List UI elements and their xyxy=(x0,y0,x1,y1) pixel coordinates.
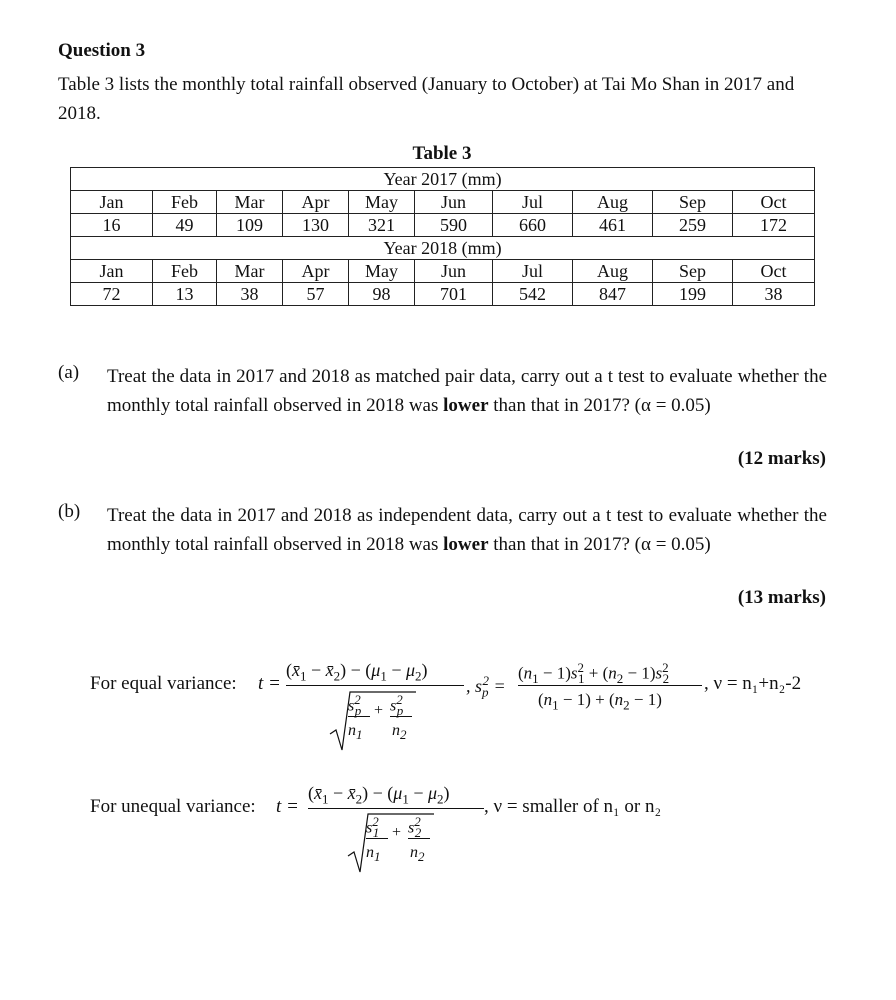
table-cell: Feb xyxy=(153,260,217,283)
question-title: Question 3 xyxy=(58,40,146,61)
table-cell: Jun xyxy=(415,191,493,214)
table-cell: 259 xyxy=(653,214,733,237)
table-cell: 701 xyxy=(415,283,493,306)
t-equals-unequal: t = xyxy=(276,796,299,817)
table-cell: Aug xyxy=(573,191,653,214)
table-cell: Jul xyxy=(493,191,573,214)
table-cell: 542 xyxy=(493,283,573,306)
year-2017-header: Year 2017 (mm) xyxy=(71,168,815,191)
part-b-text: Treat the data in 2017 and 2018 as independent data, carry out a t test to evaluate whether the monthly total rainfall observed in 2018 was lower than that in 2017? (α = 0.05) xyxy=(107,505,827,555)
table-cell: 461 xyxy=(573,214,653,237)
equal-df: , ν = n₁+n₂-2 xyxy=(704,673,802,694)
table-cell: 72 xyxy=(71,283,153,306)
part-a-label: (a) xyxy=(58,362,80,383)
equal-fraction-line xyxy=(286,685,464,686)
rainfall-table xyxy=(70,167,815,306)
table-cell: Apr xyxy=(283,260,349,283)
unequal-variance-label: For unequal variance: xyxy=(90,796,256,817)
part-a-text: Treat the data in 2017 and 2018 as matched pair data, carry out a t test to evaluate whether the monthly total rainfall observed in 2018 was lower than that in 2017? (α = 0.05) xyxy=(107,366,827,416)
t-equals: t = xyxy=(258,673,281,694)
values-row-2018 xyxy=(71,283,815,306)
sp-sq-equals: , $s_p^2$ = xyxy=(466,673,506,700)
table-cell: Sep xyxy=(653,191,733,214)
table-cell: 16 xyxy=(71,214,153,237)
table-cell: 660 xyxy=(493,214,573,237)
year-2018-header: Year 2018 (mm) xyxy=(71,237,815,260)
table-cell: 847 xyxy=(573,283,653,306)
table-cell: Oct xyxy=(733,191,815,214)
table-cell: Aug xyxy=(573,260,653,283)
part-b-marks: (13 marks) xyxy=(737,587,826,608)
table-cell: Oct xyxy=(733,260,815,283)
equal-numerator: ($x̄_1$ − $x̄_2) - (\mu_1 - \mu_2)$ xyxy=(286,660,428,684)
pooled-denominator: $(n_1 - 1) + (n_2 - 1)$ xyxy=(538,690,662,713)
table-cell: 321 xyxy=(349,214,415,237)
table-cell: Jan xyxy=(71,260,153,283)
table-cell: 172 xyxy=(733,214,815,237)
equal-variance-label: For equal variance: xyxy=(90,673,237,694)
unequal-numerator: ($x̄_1$ − $x̄_2) - (\mu_1 - \mu_2)$ xyxy=(308,783,450,807)
table-cell: 57 xyxy=(283,283,349,306)
table-caption: Table 3 xyxy=(412,143,472,164)
table-cell: Sep xyxy=(653,260,733,283)
table-cell: 13 xyxy=(153,283,217,306)
pooled-fraction-line xyxy=(518,685,702,686)
table-cell: 109 xyxy=(217,214,283,237)
unequal-fraction-line xyxy=(308,808,484,809)
values-row-2017 xyxy=(71,214,815,237)
months-row-2017 xyxy=(71,191,815,214)
table-cell: Jun xyxy=(415,260,493,283)
table-cell: May xyxy=(349,191,415,214)
table-cell: 38 xyxy=(733,283,815,306)
table-cell: Jan xyxy=(71,191,153,214)
months-row-2018 xyxy=(71,260,815,283)
table-cell: Feb xyxy=(153,191,217,214)
table-cell: 49 xyxy=(153,214,217,237)
question-intro: Table 3 lists the monthly total rainfall observed (January to October) at Tai Mo Shan in 2017 and 2018. xyxy=(58,74,795,124)
table-cell: Jul xyxy=(493,260,573,283)
table-cell: Mar xyxy=(217,191,283,214)
table-cell: Mar xyxy=(217,260,283,283)
part-a-marks: (12 marks) xyxy=(737,448,826,469)
table-cell: 590 xyxy=(415,214,493,237)
part-b-label: (b) xyxy=(58,501,81,522)
unequal-df: , ν = smaller of n₁ or n₂ xyxy=(484,796,662,817)
table-cell: Apr xyxy=(283,191,349,214)
pooled-numerator: $(n_1 - 1)s^2_1 + (n_2 - 1)s^2_2$ xyxy=(518,660,670,687)
table-cell: 98 xyxy=(349,283,415,306)
table-cell: 38 xyxy=(217,283,283,306)
table-cell: 199 xyxy=(653,283,733,306)
table-cell: May xyxy=(349,260,415,283)
table-cell: 130 xyxy=(283,214,349,237)
